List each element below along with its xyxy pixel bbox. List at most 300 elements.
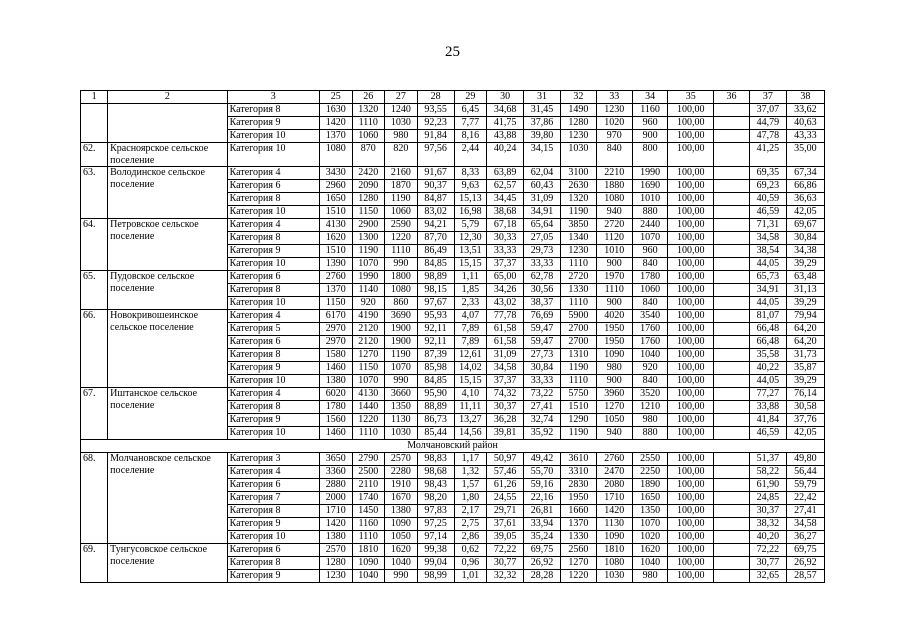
value-cell: 2090 <box>352 180 385 193</box>
value-cell: 2720 <box>561 271 597 284</box>
category-cell: Категория 8 <box>227 232 319 245</box>
value-cell: 100,00 <box>668 310 714 323</box>
value-cell: 920 <box>352 297 385 310</box>
column-header: 32 <box>561 91 597 104</box>
value-cell: 1510 <box>319 206 352 219</box>
value-cell: 37,37 <box>487 375 524 388</box>
value-cell: 33,33 <box>487 245 524 258</box>
value-cell: 86,49 <box>417 245 454 258</box>
value-cell <box>714 193 750 206</box>
value-cell: 65,73 <box>749 271 786 284</box>
value-cell: 60,43 <box>524 180 561 193</box>
value-cell: 35,87 <box>786 362 824 375</box>
value-cell <box>714 375 750 388</box>
value-cell: 1060 <box>385 206 418 219</box>
value-cell: 39,05 <box>487 531 524 544</box>
value-cell <box>714 232 750 245</box>
value-cell: 1140 <box>352 284 385 297</box>
value-cell: 1230 <box>596 104 632 117</box>
settlement-name: Иштанское сельское поселение <box>108 388 227 440</box>
value-cell: 98,89 <box>417 271 454 284</box>
value-cell: 91,84 <box>417 130 454 143</box>
value-cell: 79,94 <box>786 310 824 323</box>
value-cell: 2700 <box>561 323 597 336</box>
value-cell: 35,00 <box>786 143 824 167</box>
value-cell: 2560 <box>561 544 597 557</box>
category-cell: Категория 6 <box>227 336 319 349</box>
value-cell: 99,38 <box>417 544 454 557</box>
value-cell: 8,33 <box>454 167 487 180</box>
value-cell: 880 <box>632 427 668 440</box>
value-cell: 900 <box>632 130 668 143</box>
value-cell: 6,45 <box>454 104 487 117</box>
value-cell <box>714 104 750 117</box>
value-cell: 1990 <box>632 167 668 180</box>
header-row <box>81 91 825 104</box>
value-cell: 39,81 <box>487 427 524 440</box>
value-cell: 1420 <box>596 505 632 518</box>
value-cell: 47,78 <box>749 130 786 143</box>
table-row <box>81 271 825 284</box>
value-cell: 64,20 <box>786 323 824 336</box>
category-cell: Категория 8 <box>227 193 319 206</box>
table-row <box>81 167 825 180</box>
column-header: 25 <box>319 91 352 104</box>
value-cell <box>714 466 750 479</box>
value-cell: 44,05 <box>749 258 786 271</box>
value-cell: 960 <box>632 245 668 258</box>
value-cell: 33,33 <box>524 375 561 388</box>
value-cell: 2760 <box>596 453 632 466</box>
value-cell: 9,63 <box>454 180 487 193</box>
category-cell: Категория 8 <box>227 104 319 117</box>
value-cell: 1380 <box>319 531 352 544</box>
value-cell: 27,41 <box>786 505 824 518</box>
value-cell: 34,38 <box>786 245 824 258</box>
value-cell: 58,22 <box>749 466 786 479</box>
value-cell: 31,45 <box>524 104 561 117</box>
data-table <box>80 90 825 583</box>
value-cell: 30,33 <box>487 232 524 245</box>
row-number: 68. <box>81 453 108 544</box>
value-cell: 22,42 <box>786 492 824 505</box>
value-cell: 1780 <box>319 401 352 414</box>
value-cell: 1070 <box>385 362 418 375</box>
value-cell: 6170 <box>319 310 352 323</box>
value-cell: 59,47 <box>524 323 561 336</box>
value-cell: 1120 <box>596 232 632 245</box>
value-cell: 5750 <box>561 388 597 401</box>
value-cell: 34,91 <box>524 206 561 219</box>
value-cell: 1350 <box>632 505 668 518</box>
value-cell: 1090 <box>596 349 632 362</box>
value-cell: 1190 <box>385 349 418 362</box>
value-cell: 1330 <box>561 531 597 544</box>
value-cell <box>714 219 750 232</box>
column-header: 34 <box>632 91 668 104</box>
value-cell: 1040 <box>632 557 668 570</box>
value-cell: 840 <box>632 375 668 388</box>
value-cell: 35,24 <box>524 531 561 544</box>
value-cell: 1890 <box>632 479 668 492</box>
value-cell: 99,04 <box>417 557 454 570</box>
value-cell: 2470 <box>596 466 632 479</box>
value-cell: 2700 <box>561 336 597 349</box>
value-cell: 100,00 <box>668 401 714 414</box>
value-cell: 90,37 <box>417 180 454 193</box>
value-cell: 870 <box>352 143 385 167</box>
value-cell: 1220 <box>352 414 385 427</box>
value-cell: 2500 <box>352 466 385 479</box>
value-cell: 1310 <box>561 349 597 362</box>
value-cell: 2440 <box>632 219 668 232</box>
value-cell: 39,29 <box>786 297 824 310</box>
value-cell: 30,37 <box>487 401 524 414</box>
value-cell: 2250 <box>632 466 668 479</box>
value-cell: 1420 <box>319 117 352 130</box>
value-cell: 67,18 <box>487 219 524 232</box>
value-cell: 37,61 <box>487 518 524 531</box>
value-cell: 1370 <box>561 518 597 531</box>
value-cell: 34,58 <box>749 232 786 245</box>
table-row <box>81 544 825 557</box>
category-cell: Категория 10 <box>227 258 319 271</box>
value-cell: 1070 <box>352 375 385 388</box>
value-cell: 77,27 <box>749 388 786 401</box>
value-cell: 77,78 <box>487 310 524 323</box>
column-header: 28 <box>417 91 454 104</box>
value-cell: 2830 <box>561 479 597 492</box>
value-cell: 2080 <box>596 479 632 492</box>
value-cell: 3520 <box>632 388 668 401</box>
value-cell: 63,48 <box>786 271 824 284</box>
value-cell: 2720 <box>596 219 632 232</box>
settlement-name: Володинское сельское поселение <box>108 167 227 219</box>
value-cell: 100,00 <box>668 193 714 206</box>
value-cell: 100,00 <box>668 271 714 284</box>
value-cell: 1,11 <box>454 271 487 284</box>
value-cell: 1210 <box>632 401 668 414</box>
value-cell: 1030 <box>561 143 597 167</box>
value-cell: 38,68 <box>487 206 524 219</box>
settlement-name: Молчановское сельское поселение <box>108 453 227 544</box>
value-cell: 91,67 <box>417 167 454 180</box>
value-cell: 1420 <box>319 518 352 531</box>
value-cell: 61,58 <box>487 323 524 336</box>
value-cell: 32,65 <box>749 570 786 583</box>
row-number: 64. <box>81 219 108 271</box>
value-cell: 1050 <box>596 414 632 427</box>
value-cell: 2970 <box>319 336 352 349</box>
value-cell: 4190 <box>352 310 385 323</box>
category-cell: Категория 6 <box>227 271 319 284</box>
value-cell: 840 <box>632 297 668 310</box>
value-cell: 84,85 <box>417 258 454 271</box>
value-cell: 100,00 <box>668 180 714 193</box>
value-cell: 1710 <box>319 505 352 518</box>
value-cell <box>714 518 750 531</box>
value-cell: 44,05 <box>749 375 786 388</box>
value-cell: 1620 <box>319 232 352 245</box>
value-cell: 39,29 <box>786 375 824 388</box>
value-cell <box>714 323 750 336</box>
row-number: 63. <box>81 167 108 219</box>
category-cell: Категория 8 <box>227 557 319 570</box>
value-cell: 2210 <box>596 167 632 180</box>
value-cell: 41,25 <box>749 143 786 167</box>
value-cell: 2280 <box>385 466 418 479</box>
value-cell: 1,85 <box>454 284 487 297</box>
value-cell: 3540 <box>632 310 668 323</box>
value-cell: 7,89 <box>454 336 487 349</box>
value-cell <box>714 130 750 143</box>
value-cell: 31,09 <box>487 349 524 362</box>
value-cell: 900 <box>596 297 632 310</box>
value-cell: 1230 <box>319 570 352 583</box>
category-cell: Категория 4 <box>227 388 319 401</box>
category-cell: Категория 4 <box>227 219 319 232</box>
category-cell: Категория 4 <box>227 167 319 180</box>
value-cell: 1150 <box>352 362 385 375</box>
value-cell <box>714 505 750 518</box>
value-cell: 4130 <box>352 388 385 401</box>
value-cell: 1290 <box>561 414 597 427</box>
value-cell: 1,57 <box>454 479 487 492</box>
value-cell: 100,00 <box>668 219 714 232</box>
value-cell: 13,27 <box>454 414 487 427</box>
value-cell: 1030 <box>385 117 418 130</box>
value-cell: 1380 <box>385 505 418 518</box>
value-cell: 3660 <box>385 388 418 401</box>
value-cell: 100,00 <box>668 130 714 143</box>
value-cell: 100,00 <box>668 245 714 258</box>
value-cell: 4,10 <box>454 388 487 401</box>
value-cell: 16,98 <box>454 206 487 219</box>
value-cell: 3310 <box>561 466 597 479</box>
value-cell: 100,00 <box>668 104 714 117</box>
value-cell: 40,63 <box>786 117 824 130</box>
value-cell <box>714 167 750 180</box>
value-cell: 1620 <box>632 544 668 557</box>
value-cell: 960 <box>632 117 668 130</box>
value-cell: 37,86 <box>524 117 561 130</box>
value-cell <box>714 271 750 284</box>
value-cell: 2880 <box>319 479 352 492</box>
value-cell <box>714 401 750 414</box>
value-cell: 100,00 <box>668 206 714 219</box>
value-cell: 28,28 <box>524 570 561 583</box>
value-cell: 34,58 <box>786 518 824 531</box>
value-cell: 1190 <box>561 362 597 375</box>
value-cell: 62,78 <box>524 271 561 284</box>
value-cell: 84,85 <box>417 375 454 388</box>
value-cell: 74,32 <box>487 388 524 401</box>
value-cell: 2960 <box>319 180 352 193</box>
value-cell: 84,87 <box>417 193 454 206</box>
value-cell: 100,00 <box>668 362 714 375</box>
value-cell <box>714 297 750 310</box>
value-cell: 1990 <box>352 271 385 284</box>
value-cell: 100,00 <box>668 117 714 130</box>
value-cell: 3960 <box>596 388 632 401</box>
value-cell: 66,48 <box>749 336 786 349</box>
value-cell: 15,13 <box>454 193 487 206</box>
value-cell: 27,05 <box>524 232 561 245</box>
value-cell: 1160 <box>352 518 385 531</box>
value-cell: 970 <box>596 130 632 143</box>
value-cell: 15,15 <box>454 375 487 388</box>
column-header: 31 <box>524 91 561 104</box>
category-cell: Категория 10 <box>227 130 319 143</box>
value-cell: 4020 <box>596 310 632 323</box>
category-cell: Категория 8 <box>227 349 319 362</box>
value-cell: 1270 <box>596 401 632 414</box>
value-cell: 3650 <box>319 453 352 466</box>
value-cell: 1690 <box>632 180 668 193</box>
value-cell: 98,20 <box>417 492 454 505</box>
value-cell: 1040 <box>352 570 385 583</box>
value-cell: 30,58 <box>786 401 824 414</box>
value-cell: 100,00 <box>668 505 714 518</box>
value-cell: 1950 <box>561 492 597 505</box>
value-cell: 100,00 <box>668 336 714 349</box>
row-number: 67. <box>81 388 108 440</box>
category-cell: Категория 10 <box>227 427 319 440</box>
value-cell: 1040 <box>632 349 668 362</box>
value-cell: 1080 <box>596 193 632 206</box>
value-cell: 32,32 <box>487 570 524 583</box>
table-row <box>81 143 825 167</box>
value-cell: 66,48 <box>749 323 786 336</box>
value-cell: 1190 <box>561 427 597 440</box>
value-cell: 46,59 <box>749 206 786 219</box>
value-cell: 1020 <box>596 117 632 130</box>
value-cell: 59,47 <box>524 336 561 349</box>
value-cell: 1810 <box>596 544 632 557</box>
column-header: 29 <box>454 91 487 104</box>
value-cell <box>714 310 750 323</box>
value-cell: 1080 <box>385 284 418 297</box>
value-cell: 990 <box>385 375 418 388</box>
value-cell: 1760 <box>632 336 668 349</box>
value-cell: 1490 <box>561 104 597 117</box>
value-cell: 41,84 <box>749 414 786 427</box>
value-cell: 1870 <box>385 180 418 193</box>
value-cell: 26,92 <box>524 557 561 570</box>
value-cell: 1950 <box>596 323 632 336</box>
value-cell: 1660 <box>561 505 597 518</box>
value-cell: 65,64 <box>524 219 561 232</box>
category-cell: Категория 4 <box>227 466 319 479</box>
category-cell: Категория 10 <box>227 297 319 310</box>
value-cell: 49,80 <box>786 453 824 466</box>
value-cell: 1050 <box>385 531 418 544</box>
district-label: Молчановский район <box>81 440 825 453</box>
settlement-name: Новокривошеинское сельское поселение <box>108 310 227 388</box>
value-cell: 30,84 <box>786 232 824 245</box>
column-header: 30 <box>487 91 524 104</box>
value-cell: 2550 <box>632 453 668 466</box>
value-cell: 95,90 <box>417 388 454 401</box>
value-cell: 100,00 <box>668 466 714 479</box>
value-cell: 86,73 <box>417 414 454 427</box>
value-cell: 100,00 <box>668 375 714 388</box>
value-cell: 81,07 <box>749 310 786 323</box>
value-cell: 1950 <box>596 336 632 349</box>
value-cell: 1030 <box>385 427 418 440</box>
value-cell: 100,00 <box>668 297 714 310</box>
value-cell: 100,00 <box>668 570 714 583</box>
table-row <box>81 104 825 117</box>
value-cell: 980 <box>385 130 418 143</box>
value-cell: 6020 <box>319 388 352 401</box>
value-cell: 2000 <box>319 492 352 505</box>
value-cell: 1160 <box>632 104 668 117</box>
value-cell: 24,85 <box>749 492 786 505</box>
value-cell: 32,74 <box>524 414 561 427</box>
value-cell: 3100 <box>561 167 597 180</box>
value-cell: 35,58 <box>749 349 786 362</box>
value-cell: 2160 <box>385 167 418 180</box>
settlement-name: Пудовское сельское поселение <box>108 271 227 310</box>
value-cell: 1090 <box>385 518 418 531</box>
value-cell: 29,73 <box>524 245 561 258</box>
value-cell: 1760 <box>632 323 668 336</box>
settlement-name: Тунгусовское сельское поселение <box>108 544 227 583</box>
value-cell: 61,90 <box>749 479 786 492</box>
value-cell: 34,68 <box>487 104 524 117</box>
value-cell: 14,56 <box>454 427 487 440</box>
value-cell: 1030 <box>596 570 632 583</box>
value-cell: 87,39 <box>417 349 454 362</box>
value-cell: 980 <box>632 414 668 427</box>
value-cell: 1440 <box>352 401 385 414</box>
value-cell: 15,15 <box>454 258 487 271</box>
value-cell: 1,17 <box>454 453 487 466</box>
value-cell: 1080 <box>596 557 632 570</box>
value-cell: 30,84 <box>524 362 561 375</box>
value-cell: 1460 <box>319 362 352 375</box>
value-cell: 36,28 <box>487 414 524 427</box>
value-cell: 97,25 <box>417 518 454 531</box>
value-cell: 1110 <box>385 245 418 258</box>
value-cell: 1220 <box>385 232 418 245</box>
value-cell: 50,97 <box>487 453 524 466</box>
district-row <box>81 440 825 453</box>
category-cell: Категория 8 <box>227 505 319 518</box>
value-cell: 92,11 <box>417 336 454 349</box>
value-cell: 85,44 <box>417 427 454 440</box>
category-cell: Категория 6 <box>227 479 319 492</box>
value-cell <box>714 258 750 271</box>
value-cell: 2120 <box>352 336 385 349</box>
value-cell <box>714 427 750 440</box>
value-cell: 37,76 <box>786 414 824 427</box>
value-cell: 97,56 <box>417 143 454 167</box>
value-cell: 840 <box>596 143 632 167</box>
value-cell: 1780 <box>632 271 668 284</box>
value-cell: 92,11 <box>417 323 454 336</box>
value-cell: 38,54 <box>749 245 786 258</box>
value-cell: 2570 <box>385 453 418 466</box>
value-cell: 42,05 <box>786 206 824 219</box>
value-cell: 71,31 <box>749 219 786 232</box>
value-cell: 2790 <box>352 453 385 466</box>
value-cell: 940 <box>596 427 632 440</box>
table-row <box>81 219 825 232</box>
value-cell: 1800 <box>385 271 418 284</box>
value-cell: 87,70 <box>417 232 454 245</box>
